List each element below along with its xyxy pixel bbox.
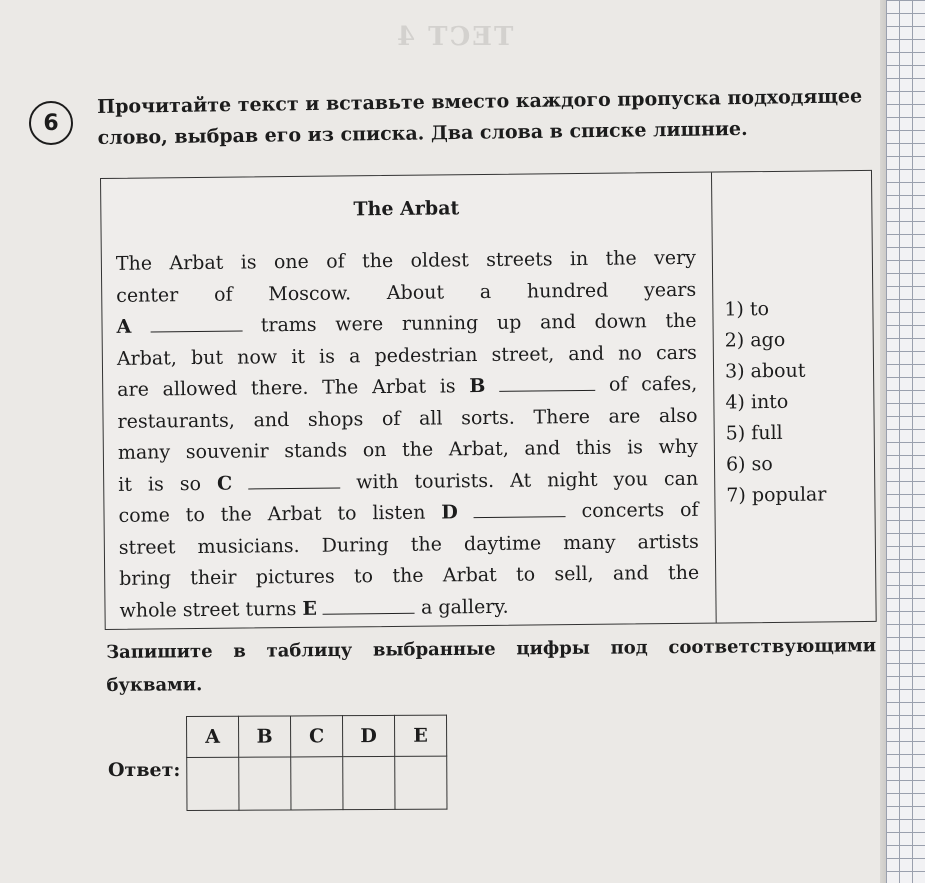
task-text-box: [100, 170, 877, 630]
task-number-badge: 6: [29, 101, 73, 145]
bleed-through-header: ТЕСТ 4: [395, 22, 514, 52]
text-line: Arbat, but now it is a pedestrian street, and no cars: [116, 341, 697, 370]
task-instruction: Прочитайте текст и вставьте вместо каждого пропуска подходящее слово, выбрав его из списка. Два слова в списке лишние.: [97, 85, 863, 149]
gap-c-blank: [248, 486, 340, 489]
answer-cell-e[interactable]: [395, 756, 447, 809]
gap-letter-c: C: [216, 472, 233, 495]
text-line: [119, 589, 699, 627]
word-option: 7) popular: [726, 483, 827, 507]
answer-header-c: C: [291, 716, 343, 757]
gap-e-blank: [323, 611, 415, 614]
answer-header-d: D: [343, 715, 395, 756]
word-option: 4) into: [725, 390, 789, 414]
word-option: 2) ago: [724, 328, 786, 352]
grid-notebook-paper: [886, 0, 925, 883]
prompt-line: Запишите в таблицу выбранные цифры под соответствующими: [106, 635, 877, 663]
answer-header-a: A: [187, 716, 239, 757]
text-segment: concerts of: [581, 498, 699, 522]
text-segment: it is so: [118, 472, 202, 496]
word-options-list: [724, 293, 826, 511]
text-line: street musicians. During the daytime many artists: [118, 530, 699, 559]
text-segment: with tourists. At night you can: [356, 467, 699, 493]
answer-header-e: E: [394, 715, 446, 756]
text-line: The Arbat is one of the oldest streets in the very: [115, 246, 696, 275]
answer-header-b: B: [239, 716, 291, 757]
answer-input-row: [187, 756, 447, 810]
text-line: many souvenir stands on the Arbat, and this is why: [117, 435, 698, 464]
answer-cell-b[interactable]: [239, 757, 291, 810]
answer-cell-a[interactable]: [187, 757, 239, 810]
word-option: 5) full: [725, 421, 783, 445]
text-line: center of Moscow. About a hundred years: [116, 278, 697, 307]
text-segment: of cafes,: [608, 372, 698, 396]
arbat-text: [116, 243, 700, 627]
answer-prompt: [106, 629, 877, 702]
answer-header-row: [187, 715, 447, 757]
answer-cell-c[interactable]: [291, 757, 343, 810]
text-title: The Arbat: [353, 197, 460, 221]
prompt-line: буквами.: [106, 674, 203, 696]
text-segment: are allowed there. The Arbat is: [117, 375, 456, 401]
gap-b-blank: [499, 389, 595, 392]
text-segment: come to the Arbat to listen: [118, 501, 426, 527]
text-segment: a gallery.: [420, 595, 509, 619]
gap-letter-d: D: [441, 501, 458, 524]
gap-letter-b: B: [469, 374, 486, 398]
answer-table: [186, 715, 447, 811]
gap-a-blank: [150, 330, 242, 333]
answer-cell-d[interactable]: [343, 756, 395, 809]
gap-d-blank: [474, 515, 566, 518]
gap-letter-e: E: [302, 597, 318, 620]
word-option: 6) so: [725, 452, 773, 476]
text-line: restaurants, and shops of all sorts. There are also: [117, 404, 698, 433]
text-segment: whole street turns: [119, 597, 297, 622]
word-option: 3) about: [724, 359, 806, 383]
answer-label: Ответ:: [108, 759, 181, 781]
text-column: [101, 173, 717, 629]
gap-letter-a: A: [116, 315, 132, 338]
word-option: 1) to: [724, 298, 770, 321]
text-segment: trams were running up and down the: [260, 309, 697, 337]
text-line: bring their pictures to the Arbat to sell, and the: [119, 561, 700, 590]
